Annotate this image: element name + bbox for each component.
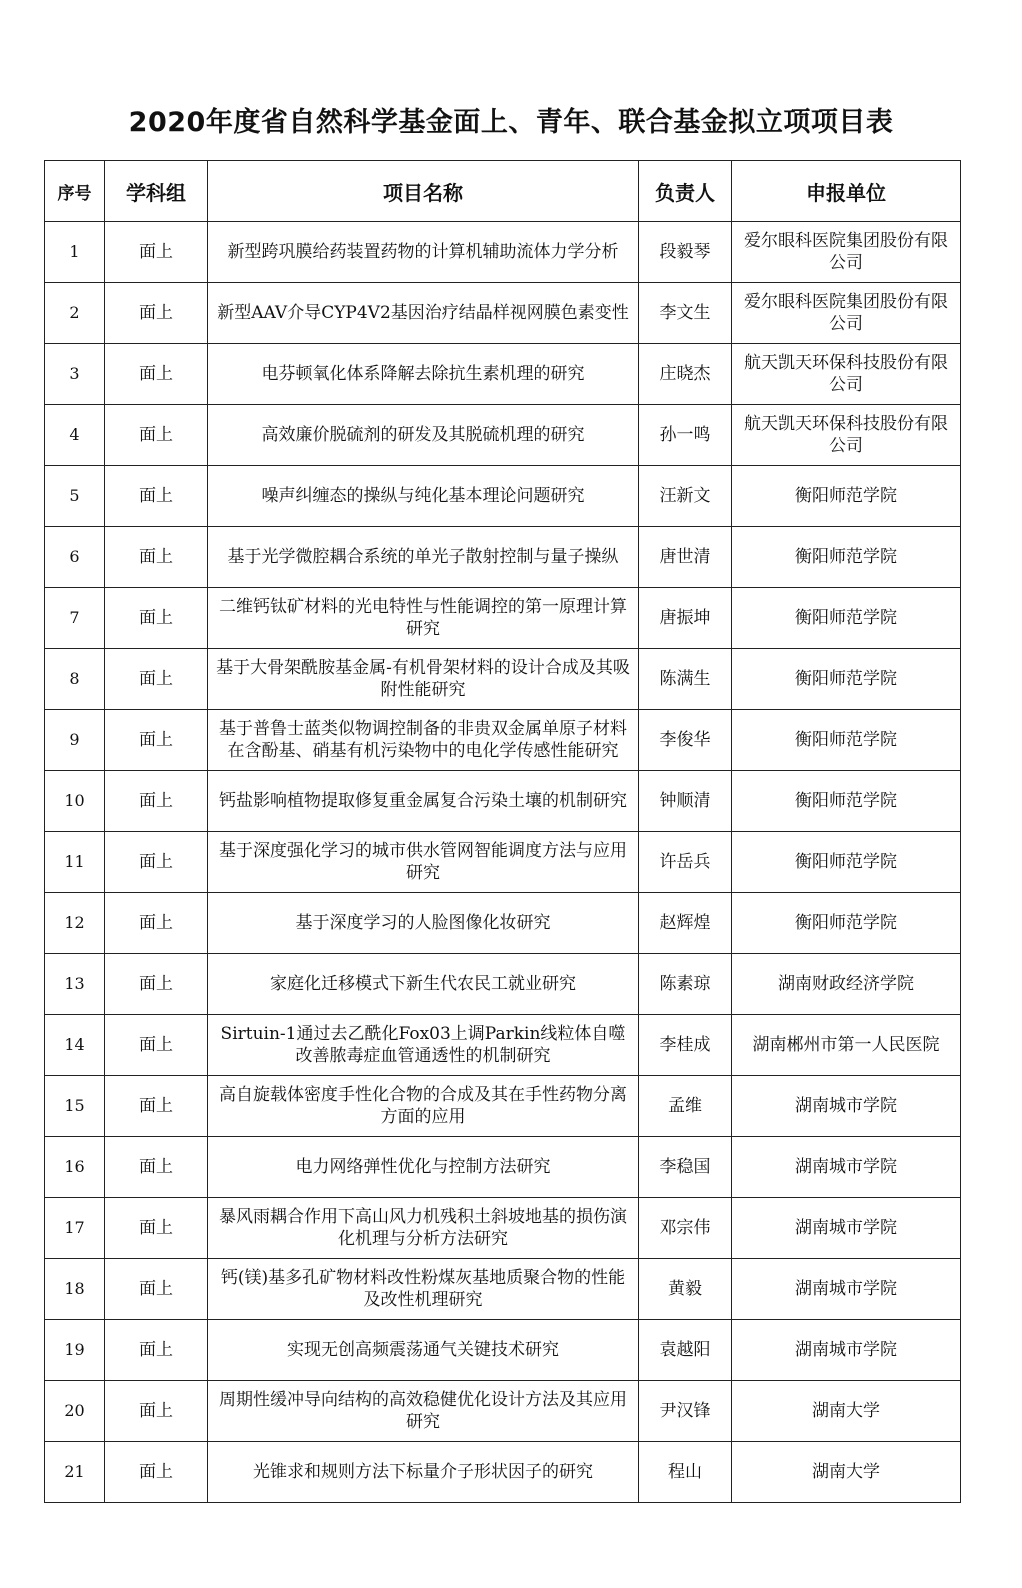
table-row [45,649,961,710]
cell-no: 9 [45,710,105,771]
cell-project-name: 基于大骨架酰胺基金属-有机骨架材料的设计合成及其吸附性能研究 [208,649,639,710]
table-row [45,893,961,954]
cell-no: 19 [45,1320,105,1381]
cell-leader: 邓宗伟 [639,1198,732,1259]
cell-leader: 孙一鸣 [639,405,732,466]
table-row [45,1320,961,1381]
cell-leader: 钟顺清 [639,771,732,832]
cell-unit: 衡阳师范学院 [732,832,961,893]
cell-project-name: 新型AAV介导CYP4V2基因治疗结晶样视网膜色素变性 [208,283,639,344]
cell-unit: 湖南城市学院 [732,1259,961,1320]
cell-no: 15 [45,1076,105,1137]
cell-project-name: 基于普鲁士蓝类似物调控制备的非贵双金属单原子材料在含酚基、硝基有机污染物中的电化学传感性能研究 [208,710,639,771]
cell-leader: 汪新文 [639,466,732,527]
cell-group: 面上 [105,1015,208,1076]
cell-unit: 湖南城市学院 [732,1198,961,1259]
cell-no: 11 [45,832,105,893]
cell-group: 面上 [105,710,208,771]
cell-project-name: 新型跨巩膜给药装置药物的计算机辅助流体力学分析 [208,222,639,283]
cell-leader: 程山 [639,1442,732,1503]
column-header-leader: 负责人 [639,161,732,222]
cell-leader: 李稳国 [639,1137,732,1198]
cell-project-name: 家庭化迁移模式下新生代农民工就业研究 [208,954,639,1015]
cell-no: 8 [45,649,105,710]
column-header-no: 序号 [45,161,105,222]
cell-no: 16 [45,1137,105,1198]
cell-project-name: 基于光学微腔耦合系统的单光子散射控制与量子操纵 [208,527,639,588]
cell-unit: 航天凯天环保科技股份有限公司 [732,344,961,405]
table-row [45,1137,961,1198]
cell-group: 面上 [105,771,208,832]
cell-group: 面上 [105,1442,208,1503]
cell-no: 18 [45,1259,105,1320]
table-row [45,1198,961,1259]
cell-leader: 唐振坤 [639,588,732,649]
cell-no: 2 [45,283,105,344]
cell-leader: 黄毅 [639,1259,732,1320]
cell-project-name: 二维钙钛矿材料的光电特性与性能调控的第一原理计算研究 [208,588,639,649]
cell-leader: 唐世清 [639,527,732,588]
cell-project-name: 暴风雨耦合作用下高山风力机残积土斜坡地基的损伤演化机理与分析方法研究 [208,1198,639,1259]
cell-group: 面上 [105,1198,208,1259]
cell-leader: 尹汉锋 [639,1381,732,1442]
cell-unit: 爱尔眼科医院集团股份有限公司 [732,222,961,283]
cell-unit: 湖南大学 [732,1381,961,1442]
cell-no: 1 [45,222,105,283]
cell-project-name: 周期性缓冲导向结构的高效稳健优化设计方法及其应用研究 [208,1381,639,1442]
cell-group: 面上 [105,832,208,893]
cell-unit: 衡阳师范学院 [732,588,961,649]
table-row [45,405,961,466]
cell-leader: 陈满生 [639,649,732,710]
cell-no: 12 [45,893,105,954]
table-row [45,1381,961,1442]
cell-leader: 赵辉煌 [639,893,732,954]
cell-leader: 李俊华 [639,710,732,771]
cell-group: 面上 [105,1259,208,1320]
table-row [45,1015,961,1076]
cell-project-name: 钙(镁)基多孔矿物材料改性粉煤灰基地质聚合物的性能及改性机理研究 [208,1259,639,1320]
table-row [45,954,961,1015]
cell-unit: 湖南大学 [732,1442,961,1503]
cell-group: 面上 [105,1137,208,1198]
table-row [45,1259,961,1320]
cell-group: 面上 [105,1320,208,1381]
cell-no: 5 [45,466,105,527]
cell-project-name: 基于深度学习的人脸图像化妆研究 [208,893,639,954]
cell-group: 面上 [105,466,208,527]
table-row [45,832,961,893]
cell-group: 面上 [105,893,208,954]
cell-group: 面上 [105,1076,208,1137]
cell-leader: 李桂成 [639,1015,732,1076]
cell-project-name: 电芬顿氧化体系降解去除抗生素机理的研究 [208,344,639,405]
table-row [45,222,961,283]
cell-unit: 湖南郴州市第一人民医院 [732,1015,961,1076]
table-row [45,710,961,771]
cell-project-name: 高自旋载体密度手性化合物的合成及其在手性药物分离方面的应用 [208,1076,639,1137]
cell-leader: 陈素琼 [639,954,732,1015]
cell-group: 面上 [105,527,208,588]
cell-leader: 庄晓杰 [639,344,732,405]
cell-leader: 袁越阳 [639,1320,732,1381]
cell-leader: 许岳兵 [639,832,732,893]
table-row [45,466,961,527]
cell-no: 13 [45,954,105,1015]
cell-no: 4 [45,405,105,466]
cell-project-name: 基于深度强化学习的城市供水管网智能调度方法与应用研究 [208,832,639,893]
cell-no: 3 [45,344,105,405]
cell-project-name: 电力网络弹性优化与控制方法研究 [208,1137,639,1198]
column-header-unit: 申报单位 [732,161,961,222]
table-row [45,283,961,344]
cell-no: 17 [45,1198,105,1259]
cell-leader: 段毅琴 [639,222,732,283]
cell-unit: 湖南城市学院 [732,1320,961,1381]
cell-no: 21 [45,1442,105,1503]
cell-project-name: 钙盐影响植物提取修复重金属复合污染土壤的机制研究 [208,771,639,832]
cell-project-name: Sirtuin-1通过去乙酰化Fox03上调Parkin线粒体自噬改善脓毒症血管通透性的机制研究 [208,1015,639,1076]
cell-unit: 衡阳师范学院 [732,771,961,832]
cell-no: 7 [45,588,105,649]
cell-unit: 湖南财政经济学院 [732,954,961,1015]
header-row [45,161,961,222]
cell-project-name: 高效廉价脱硫剂的研发及其脱硫机理的研究 [208,405,639,466]
column-header-name: 项目名称 [208,161,639,222]
cell-group: 面上 [105,649,208,710]
cell-no: 6 [45,527,105,588]
cell-leader: 李文生 [639,283,732,344]
page-title: 2020年度省自然科学基金面上、青年、联合基金拟立项项目表 [128,107,894,138]
cell-group: 面上 [105,283,208,344]
cell-unit: 衡阳师范学院 [732,649,961,710]
cell-group: 面上 [105,405,208,466]
cell-no: 10 [45,771,105,832]
cell-project-name: 实现无创高频震荡通气关键技术研究 [208,1320,639,1381]
table-row [45,588,961,649]
cell-unit: 衡阳师范学院 [732,710,961,771]
cell-group: 面上 [105,344,208,405]
cell-unit: 衡阳师范学院 [732,527,961,588]
cell-group: 面上 [105,222,208,283]
table-row [45,1442,961,1503]
table-row [45,1076,961,1137]
cell-project-name: 光锥求和规则方法下标量介子形状因子的研究 [208,1442,639,1503]
cell-unit: 湖南城市学院 [732,1137,961,1198]
table-row [45,771,961,832]
column-header-group: 学科组 [105,161,208,222]
cell-unit: 衡阳师范学院 [732,466,961,527]
project-table [44,160,961,1503]
cell-unit: 爱尔眼科医院集团股份有限公司 [732,283,961,344]
cell-project-name: 噪声纠缠态的操纵与纯化基本理论问题研究 [208,466,639,527]
cell-group: 面上 [105,1381,208,1442]
cell-leader: 孟维 [639,1076,732,1137]
table-row [45,344,961,405]
cell-group: 面上 [105,588,208,649]
cell-no: 14 [45,1015,105,1076]
cell-unit: 湖南城市学院 [732,1076,961,1137]
cell-unit: 航天凯天环保科技股份有限公司 [732,405,961,466]
table-row [45,527,961,588]
cell-group: 面上 [105,954,208,1015]
cell-no: 20 [45,1381,105,1442]
cell-unit: 衡阳师范学院 [732,893,961,954]
